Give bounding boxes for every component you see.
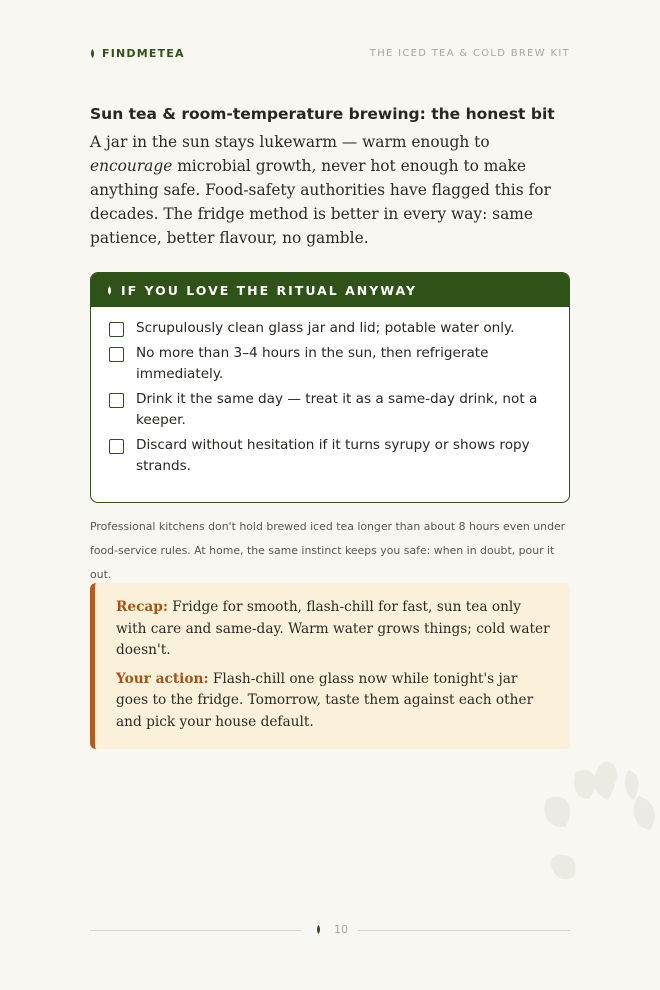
intro-text-start: A jar in the sun stays lukewarm — warm enough to <box>90 133 490 151</box>
leaf-icon <box>90 49 95 58</box>
section-heading: Sun tea & room-temperature brewing: the honest bit <box>90 105 555 123</box>
action-label: Your action: <box>116 670 209 687</box>
intro-text-end: microbial growth, never hot enough to make anything safe. Food-safety authorities have flagged this for decades. The fridge method is better in every way: same patience, better flavour, no gamble. <box>90 157 551 247</box>
action-paragraph <box>116 669 552 734</box>
recap-label: Recap: <box>116 599 168 615</box>
page-number: 10 <box>334 923 348 936</box>
checklist-item-text: Scrupulously clean glass jar and lid; potable water only. <box>136 320 515 336</box>
checkbox-icon[interactable] <box>109 322 124 337</box>
ritual-checklist <box>91 307 569 478</box>
leaves-decoration <box>530 760 660 900</box>
page-header <box>90 47 570 63</box>
ritual-callout-title: IF YOU LOVE THE RITUAL ANYWAY <box>121 282 418 298</box>
checklist-item-text: Discard without hesitation if it turns syrupy or shows ropy strands. <box>136 436 530 474</box>
recap-text: Fridge for smooth, flash-chill for fast, sun tea only with care and same-day. Warm water grows things; cold water doesn't. <box>116 599 550 658</box>
footer-rule-left <box>90 930 301 931</box>
checkbox-icon[interactable] <box>109 393 124 408</box>
checklist-item <box>109 321 555 340</box>
intro-emphasis: encourage <box>90 157 173 175</box>
page-footer <box>90 920 570 940</box>
recap-callout <box>90 583 570 749</box>
footer-rule-right <box>358 930 570 931</box>
checklist-item-text: Drink it the same day — treat it as a same-day drink, not a keeper. <box>136 390 538 428</box>
footnote: Professional kitchens don't hold brewed iced tea longer than about 8 hours even under food-service rules. At home, the same instinct keeps you safe: when in doubt, pour it out. <box>90 520 566 581</box>
checkbox-icon[interactable] <box>109 347 124 362</box>
brand-name[interactable]: FINDMETEA <box>102 47 185 60</box>
checklist-item-text: No more than 3–4 hours in the sun, then refrigerate immediately. <box>136 344 489 382</box>
intro-paragraph <box>90 130 572 250</box>
leaf-icon <box>107 286 112 295</box>
brand <box>90 47 185 60</box>
checklist-item <box>109 346 555 386</box>
checklist-item <box>109 438 555 478</box>
ritual-callout-header <box>91 273 569 307</box>
checklist-item <box>109 392 555 432</box>
ritual-callout <box>90 272 570 503</box>
checkbox-icon[interactable] <box>109 439 124 454</box>
recap-paragraph <box>116 597 552 662</box>
action-text: Flash-chill one glass now while tonight's jar goes to the fridge. Tomorrow, taste them against each other and pick your house default. <box>116 670 534 730</box>
kit-title: THE ICED TEA & COLD BREW KIT <box>369 48 570 59</box>
leaf-icon <box>316 925 321 934</box>
